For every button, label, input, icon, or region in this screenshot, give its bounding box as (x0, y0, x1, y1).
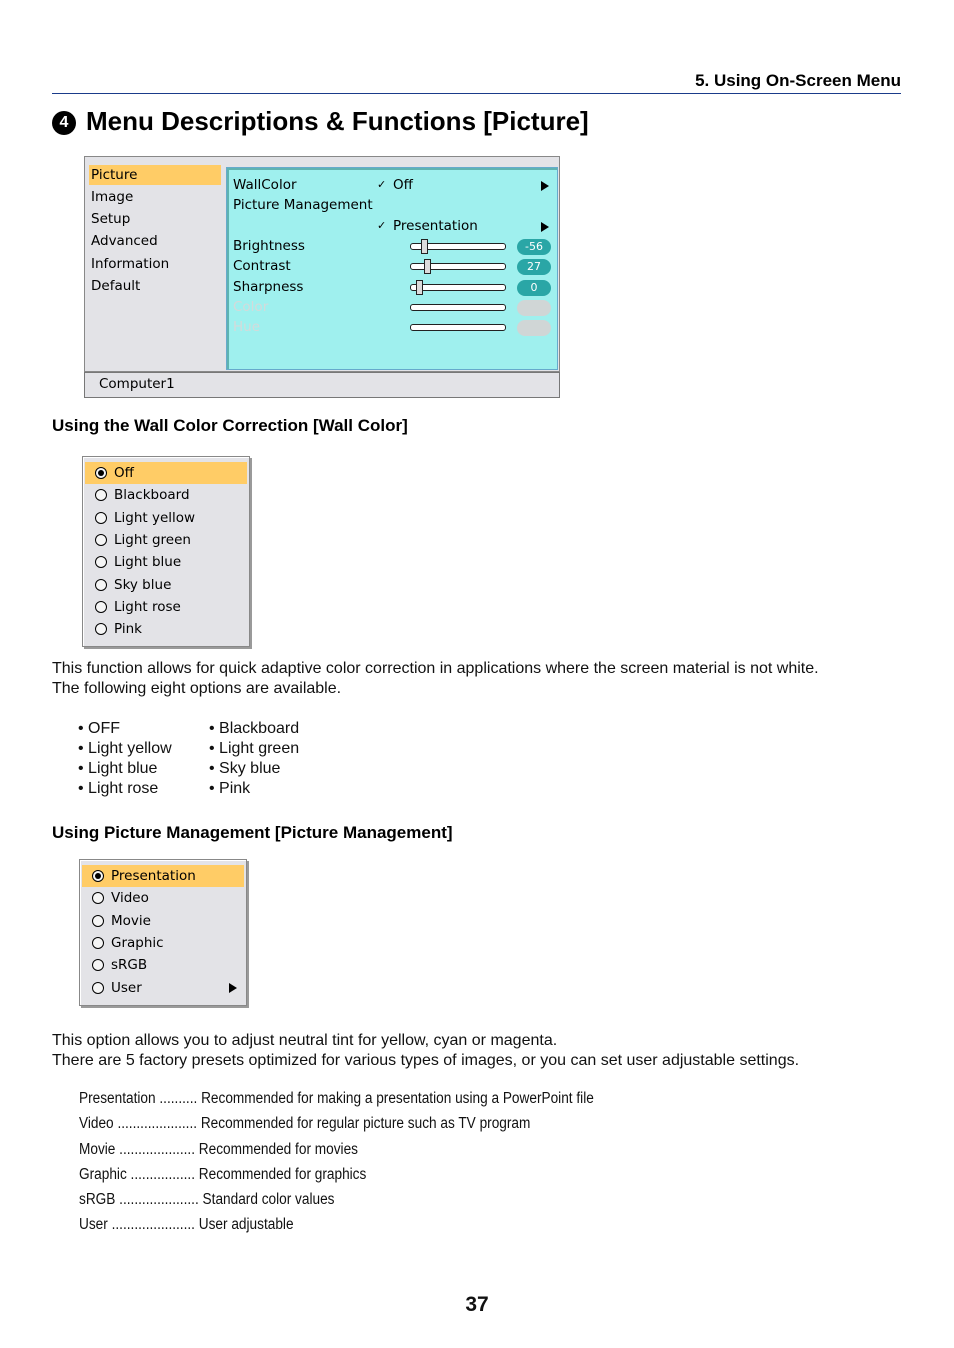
osd-menu-item-default[interactable]: Default (91, 278, 141, 294)
page-number: 37 (465, 1293, 489, 1316)
input-source-label: Computer1 (99, 376, 175, 392)
contrast-slider[interactable] (410, 263, 506, 270)
wall-color-option-light-green[interactable]: Light green (85, 529, 247, 551)
wall-color-option-light-blue[interactable]: Light blue (85, 551, 247, 573)
wall-color-paragraph-line1: This function allows for quick adaptive color correction in applications where the screen material is not white. (52, 660, 819, 677)
section-label: 5. Using On-Screen Menu (695, 71, 901, 90)
wall-color-option-off[interactable]: Off (85, 462, 247, 484)
preset-description-row: User ...................... User adjustable (79, 1216, 294, 1233)
wall-color-option-pink[interactable]: Pink (85, 618, 247, 640)
sharpness-slider-knob[interactable] (416, 280, 423, 295)
wall-color-heading: Using the Wall Color Correction [Wall Color] (52, 416, 408, 435)
osd-menu-item-advanced[interactable]: Advanced (91, 233, 158, 249)
check-icon: ✓ (377, 219, 387, 232)
radio-selected-icon[interactable] (92, 870, 104, 882)
brightness-slider-knob[interactable] (421, 239, 428, 254)
radio-icon[interactable] (95, 579, 107, 591)
wall-color-paragraph-line2: The following eight options are available. (52, 680, 342, 697)
osd-menu-item-image[interactable]: Image (91, 189, 134, 205)
picture-management-paragraph-line1: This option allows you to adjust neutral tint for yellow, cyan or magenta. (52, 1032, 558, 1049)
radio-icon[interactable] (92, 959, 104, 971)
picture-management-option-graphic[interactable]: Graphic (82, 932, 244, 954)
hue-label: Hue (233, 319, 261, 335)
picture-management-option-srgb[interactable]: sRGB (82, 954, 244, 976)
wallcolor-value: Off (393, 177, 413, 193)
radio-icon[interactable] (92, 892, 104, 904)
osd-status-bar (84, 372, 560, 398)
osd-menu-item-picture[interactable]: Picture (89, 165, 221, 185)
radio-icon[interactable] (95, 489, 107, 501)
bullet-item: • Blackboard (209, 720, 300, 737)
radio-icon[interactable] (95, 601, 107, 613)
picture-management-option-user[interactable]: User (82, 977, 244, 999)
title-number-badge: 4 (52, 111, 76, 135)
preset-description-row: Video ..................... Recommended for regular picture such as TV program (79, 1115, 531, 1132)
preset-description-row: Graphic ................. Recommended for graphics (79, 1166, 367, 1183)
sharpness-slider[interactable] (410, 284, 506, 291)
page-title-text: Menu Descriptions & Functions [Picture] (86, 106, 589, 136)
radio-icon[interactable] (92, 982, 104, 994)
radio-icon[interactable] (95, 556, 107, 568)
radio-icon[interactable] (92, 937, 104, 949)
color-value (517, 300, 551, 316)
osd-left-menu (85, 157, 225, 369)
osd-picture-panel (226, 167, 558, 370)
wall-color-option-sky-blue[interactable]: Sky blue (85, 574, 247, 596)
hue-value (517, 320, 551, 336)
picture-management-heading: Using Picture Management [Picture Management] (52, 823, 453, 842)
radio-icon[interactable] (95, 534, 107, 546)
preset-description-row: sRGB ..................... Standard color values (79, 1191, 335, 1208)
picture-management-submenu-arrow-icon[interactable] (541, 222, 549, 232)
picture-management-label[interactable]: Picture Management (233, 197, 373, 213)
radio-icon[interactable] (95, 512, 107, 524)
preset-description-row: Movie .................... Recommended for movies (79, 1141, 358, 1158)
bullet-item: • Light yellow (78, 740, 172, 757)
picture-management-menu (79, 859, 247, 1006)
sharpness-value: 0 (517, 280, 551, 296)
wallcolor-submenu-arrow-icon[interactable] (541, 181, 549, 191)
osd-menu-item-information[interactable]: Information (91, 256, 170, 272)
brightness-slider[interactable] (410, 243, 506, 250)
picture-management-option-movie[interactable]: Movie (82, 910, 244, 932)
brightness-value: -56 (517, 239, 551, 255)
bullet-item: • Light green (209, 740, 300, 757)
bullet-item: • Sky blue (209, 760, 281, 777)
brightness-label[interactable]: Brightness (233, 238, 305, 254)
picture-management-paragraph-line2: There are 5 factory presets optimized for various types of images, or you can set user adjustable settings. (52, 1052, 800, 1069)
radio-selected-icon[interactable] (95, 467, 107, 479)
bullet-item: • Pink (209, 780, 251, 797)
osd-menu-item-setup[interactable]: Setup (91, 211, 131, 227)
color-label: Color (233, 299, 269, 315)
wallcolor-label[interactable]: WallColor (233, 177, 297, 193)
radio-icon[interactable] (95, 623, 107, 635)
wall-color-option-light-rose[interactable]: Light rose (85, 596, 247, 618)
page-title (52, 106, 589, 137)
check-icon: ✓ (377, 178, 387, 191)
picture-management-value: Presentation (393, 218, 478, 234)
wall-color-option-light-yellow[interactable]: Light yellow (85, 507, 247, 529)
bullet-item: • OFF (78, 720, 121, 737)
wall-color-option-blackboard[interactable]: Blackboard (85, 484, 247, 506)
bullet-item: • Light rose (78, 780, 159, 797)
hue-slider (410, 324, 506, 331)
wall-color-menu (82, 456, 250, 647)
user-submenu-arrow-icon[interactable] (229, 983, 237, 993)
sharpness-label[interactable]: Sharpness (233, 279, 304, 295)
contrast-label[interactable]: Contrast (233, 258, 291, 274)
bullet-item: • Light blue (78, 760, 158, 777)
picture-management-option-video[interactable]: Video (82, 887, 244, 909)
contrast-slider-knob[interactable] (424, 259, 431, 274)
preset-description-row: Presentation .......... Recommended for making a presentation using a PowerPoint file (79, 1090, 594, 1107)
contrast-value: 27 (517, 259, 551, 275)
picture-management-option-presentation[interactable]: Presentation (82, 865, 244, 887)
radio-icon[interactable] (92, 915, 104, 927)
color-slider (410, 304, 506, 311)
header-rule (52, 93, 901, 94)
